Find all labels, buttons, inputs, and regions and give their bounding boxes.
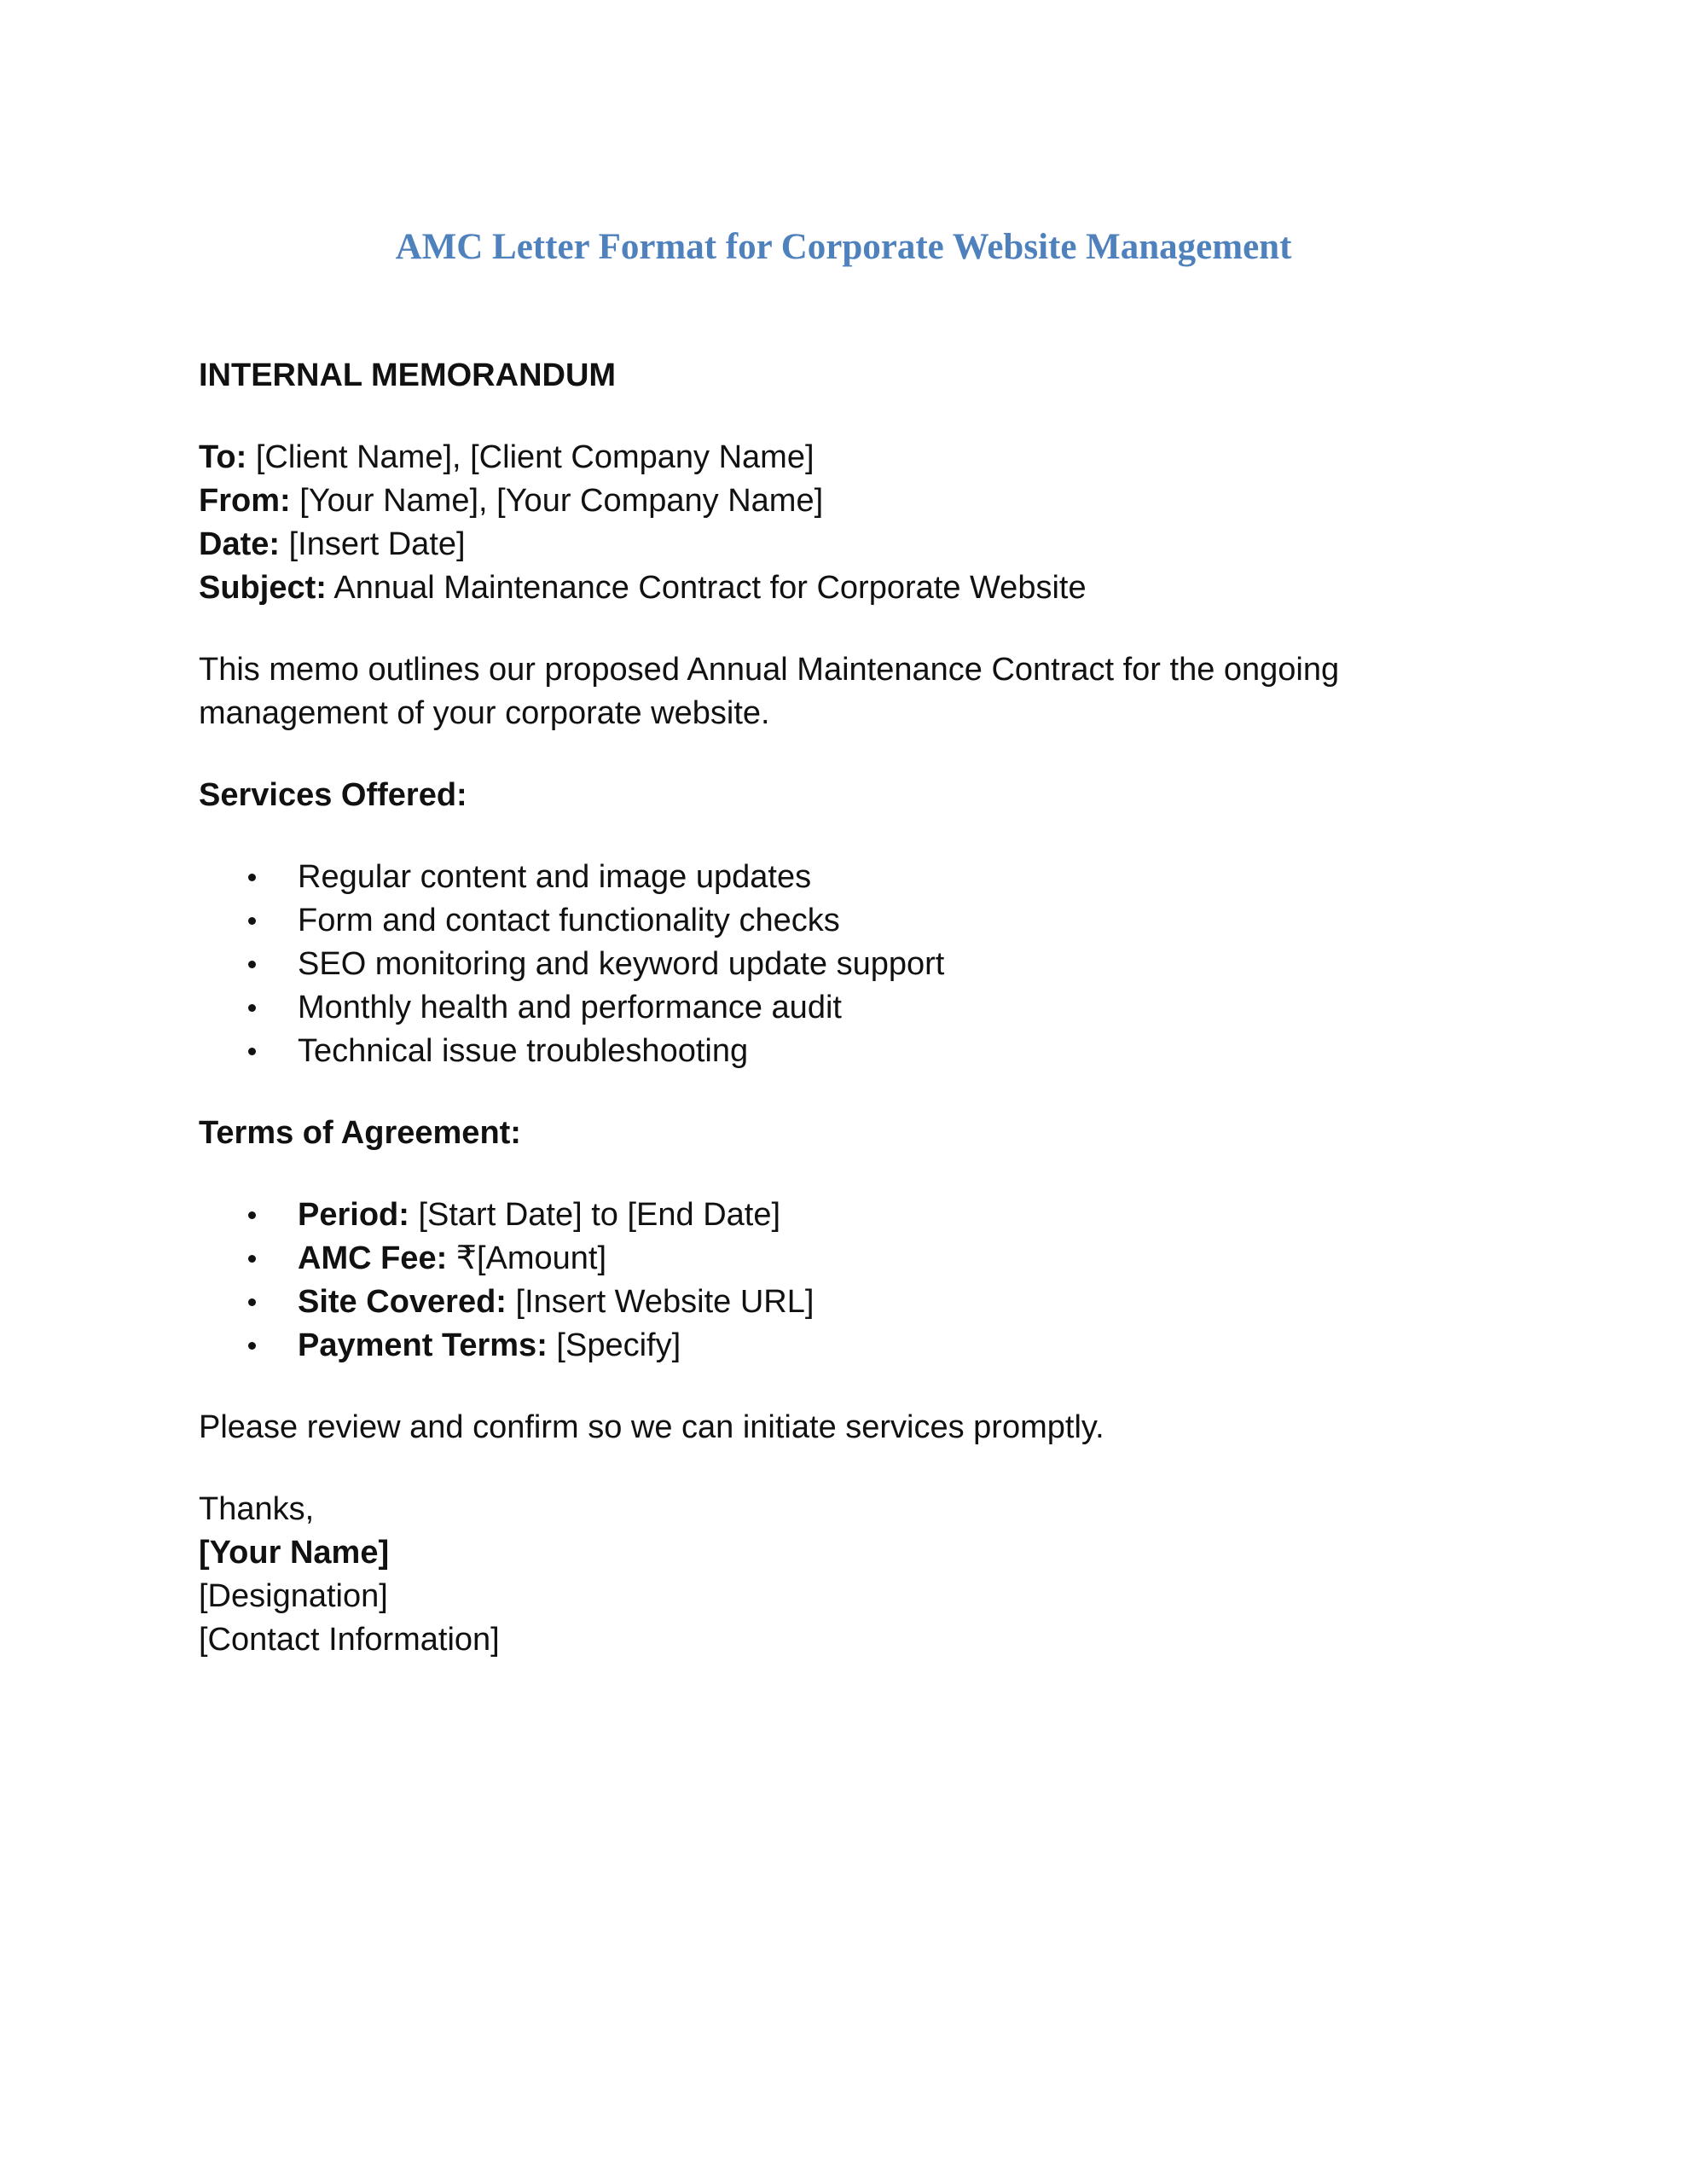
list-item	[199, 856, 1529, 899]
services-heading: Services Offered:	[199, 777, 467, 813]
term-value: [Insert Website URL]	[506, 1284, 815, 1320]
list-item	[199, 899, 1529, 943]
signoff-contact: [Contact Information]	[199, 1622, 500, 1658]
term-value: ₹[Amount]	[447, 1240, 607, 1276]
bullet-icon	[248, 1255, 256, 1263]
term-label: Period:	[298, 1197, 409, 1233]
field-value: [Insert Date]	[280, 526, 466, 562]
list-item	[199, 1194, 1529, 1237]
bullet-icon	[248, 1048, 256, 1055]
memo-header-fields	[199, 436, 1529, 610]
field-value: [Your Name], [Your Company Name]	[290, 483, 824, 519]
field-value: Annual Maintenance Contract for Corporate Website	[326, 570, 1087, 606]
intro-line: This memo outlines our proposed Annual Maintenance Contract for the ongoing	[199, 652, 1340, 688]
list-item	[199, 986, 1529, 1030]
list-item	[199, 943, 1529, 986]
term-value: [Specify]	[547, 1327, 681, 1363]
memo-heading: INTERNAL MEMORANDUM	[199, 357, 617, 393]
service-text: Monthly health and performance audit	[298, 990, 842, 1025]
term-label: AMC Fee:	[298, 1240, 448, 1276]
service-text: Technical issue troubleshooting	[298, 1033, 749, 1069]
term-value: [Start Date] to [End Date]	[409, 1197, 781, 1233]
field-label: Date:	[199, 526, 281, 562]
subject-field	[199, 566, 1529, 610]
service-text: SEO monitoring and keyword update support	[298, 946, 945, 982]
bullet-icon	[248, 1298, 256, 1306]
field-label: To:	[199, 439, 247, 475]
bullet-icon	[248, 1211, 256, 1219]
signoff-designation: [Designation]	[199, 1578, 388, 1614]
list-item	[199, 1324, 1529, 1368]
term-label: Payment Terms:	[298, 1327, 548, 1363]
bullet-icon	[248, 1004, 256, 1012]
memo-body	[199, 354, 1529, 1662]
signature-block	[199, 1488, 1529, 1662]
intro-line: management of your corporate website.	[199, 695, 770, 731]
service-text: Form and contact functionality checks	[298, 903, 840, 938]
from-field	[199, 479, 1529, 523]
term-label: Site Covered:	[298, 1284, 507, 1320]
field-label: Subject:	[199, 570, 327, 606]
intro-paragraph	[199, 648, 1529, 735]
to-field	[199, 436, 1529, 479]
document-title: AMC Letter Format for Corporate Website Management	[395, 227, 1292, 267]
date-field	[199, 523, 1529, 566]
terms-list	[199, 1194, 1529, 1368]
bullet-icon	[248, 917, 256, 925]
bullet-icon	[248, 874, 256, 881]
list-item	[199, 1281, 1529, 1324]
closing-request: Please review and confirm so we can initiate services promptly.	[199, 1409, 1104, 1445]
bullet-icon	[248, 1342, 256, 1350]
field-value: [Client Name], [Client Company Name]	[246, 439, 815, 475]
service-text: Regular content and image updates	[298, 859, 812, 895]
services-list	[199, 856, 1529, 1073]
signoff-thanks: Thanks,	[199, 1491, 315, 1527]
list-item	[199, 1030, 1529, 1073]
field-label: From:	[199, 483, 291, 519]
bullet-icon	[248, 961, 256, 968]
signoff-name: [Your Name]	[199, 1535, 390, 1571]
list-item	[199, 1237, 1529, 1281]
terms-heading: Terms of Agreement:	[199, 1115, 521, 1151]
